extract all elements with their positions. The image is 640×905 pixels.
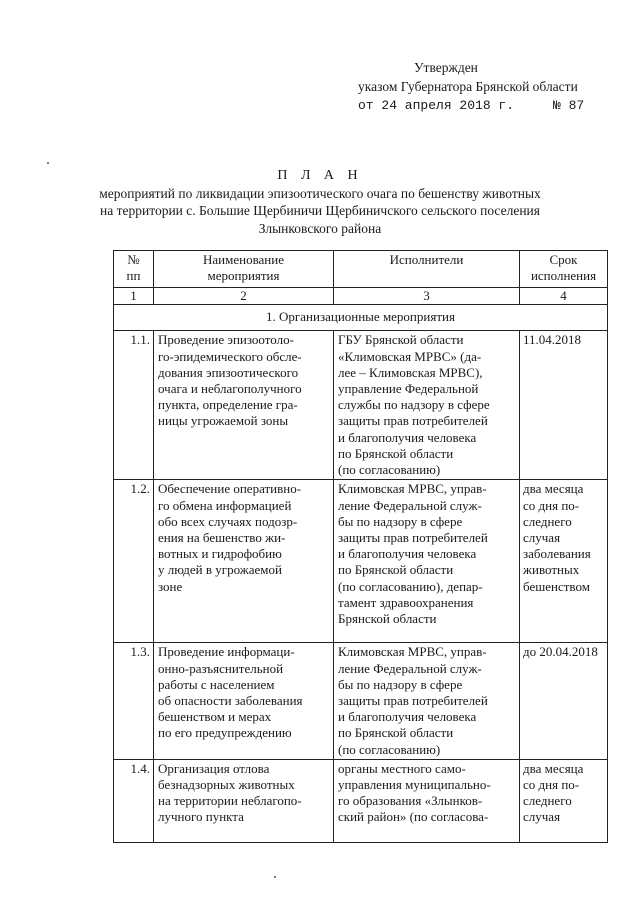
section-title: 1. Организационные мероприятия [114, 305, 608, 331]
column-number-row [114, 288, 608, 305]
row-number: 1.1. [114, 331, 154, 480]
approval-title: Утвержден [414, 60, 478, 75]
table-header-row [114, 251, 608, 288]
column-number: 1 [114, 288, 154, 305]
row-deadline: до 20.04.2018 [520, 643, 608, 759]
document-title: П Л А Н [277, 168, 363, 183]
scan-speck [274, 876, 276, 878]
header-executors: Исполнители [334, 251, 520, 288]
approval-date-number: от 24 апреля 2018 г. № 87 [358, 98, 585, 113]
table-row [114, 480, 608, 643]
plan-table [113, 250, 608, 843]
table-row [114, 331, 608, 480]
row-executors: ГБУ Брянской области «Климовская МРВС» (да- лее – Климовская МРВС), управление Федеральной службы по надзору в сфере защиты прав потребителей и благополучия человека по Брянской области (по согласованию) [334, 331, 520, 480]
column-number: 2 [154, 288, 334, 305]
document-subtitle-line2: на территории с. Большие Щербиничи Щербиничского сельского поселения [100, 203, 540, 218]
section-row [114, 305, 608, 331]
row-number: 1.3. [114, 643, 154, 759]
column-number: 4 [520, 288, 608, 305]
row-deadline: два месяца со дня по- следнего случая заболевания животных бешенством [520, 480, 608, 643]
row-number: 1.4. [114, 759, 154, 842]
header-name: Наименование мероприятия [154, 251, 334, 288]
header-num: № пп [114, 251, 154, 288]
row-number: 1.2. [114, 480, 154, 643]
row-name: Проведение эпизоотоло- го-эпидемического обсле- дования эпизоотического очага и неблагополучного пункта, определение гра- ницы угрожаемой зоны [154, 331, 334, 480]
row-executors: Климовская МРВС, управ- ление Федеральной служ- бы по надзору в сфере защиты прав потребителей и благополучия человека по Брянской области (по согласованию), депар- тамент здравоохранения Брянской области [334, 480, 520, 643]
scan-speck [47, 162, 49, 164]
table-row [114, 759, 608, 842]
column-number: 3 [334, 288, 520, 305]
document-subtitle-line1: мероприятий по ликвидации эпизоотического очага по бешенству животных [99, 185, 541, 201]
row-name: Обеспечение оперативно- го обмена информацией обо всех случаях подозр- ения на бешенство жи- вотных и гидрофобию у людей в угрожаемой зоне [154, 480, 334, 643]
row-deadline: два месяца со дня по- следнего случая [520, 759, 608, 842]
header-deadline: Срок исполнения [520, 251, 608, 288]
row-name: Проведение информаци- онно-разъяснительной работы с населением об опасности заболевания бешенством и мерах по его предупреждению [154, 643, 334, 759]
row-deadline: 11.04.2018 [520, 331, 608, 480]
document-subtitle-line3: Злынковского района [258, 220, 382, 236]
row-executors: органы местного само- управления муниципально- го образования «Злынков- ский район» (по согласова- [334, 759, 520, 842]
approval-authority: указом Губернатора Брянской области [358, 79, 578, 94]
document-heading [0, 167, 640, 237]
row-executors: Климовская МРВС, управ- ление Федеральной служ- бы по надзору в сфере защиты прав потребителей и благополучия человека по Брянской области (по согласованию) [334, 643, 520, 759]
table-row [114, 643, 608, 759]
row-name: Организация отлова безнадзорных животных на территории неблагопо- лучного пункта [154, 759, 334, 842]
